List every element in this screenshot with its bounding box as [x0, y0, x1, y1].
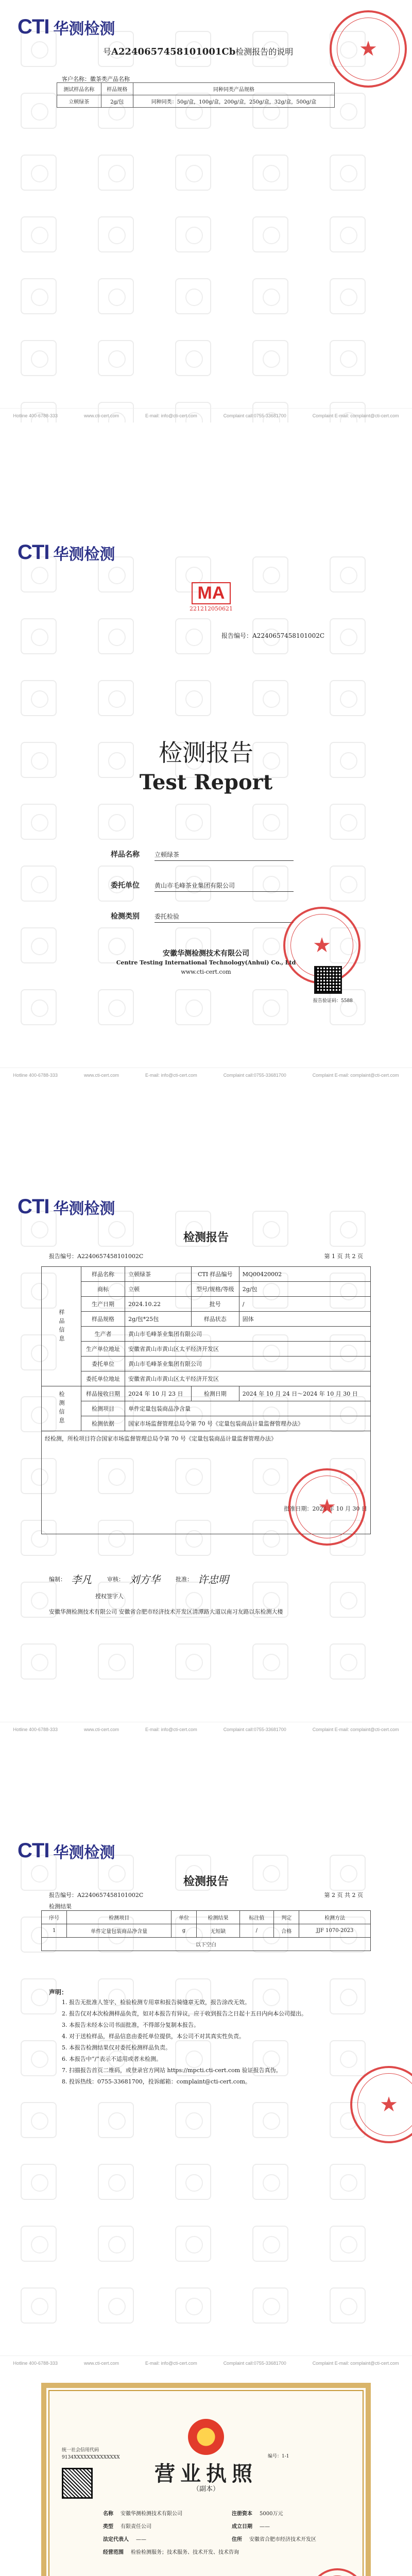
page-info: 第 2 页 共 2 页: [324, 1892, 363, 1899]
cell: CTI 样品编号: [191, 1267, 239, 1282]
watermark-icon: [175, 2226, 211, 2262]
footer-complaint-email[interactable]: Complaint E-mail: complaint@cti-cert.com: [312, 1726, 399, 1732]
page-footer: [0, 2355, 412, 2370]
cti-logo: [18, 541, 115, 564]
star-icon: ★: [318, 1495, 336, 1519]
watermark-icon: [330, 278, 366, 314]
sig-title: 授权签字人: [95, 1593, 124, 1600]
license-row: 成立日期 ——: [232, 2524, 270, 2530]
statement-item: 2. 报告仅对本次检测样品负责，如对本报告有异议，应于收到报告之日起十五日内向本公司提出。: [62, 2010, 307, 2017]
cell: 商标: [81, 1282, 125, 1297]
cell: 2g/包: [239, 1282, 370, 1297]
watermark-icon: [330, 1978, 366, 2014]
page-footer: [0, 408, 412, 422]
ma-badge: MA: [192, 582, 231, 604]
watermark-icon: [175, 340, 211, 376]
logo-cti: CTI: [18, 1195, 49, 1218]
header-cell: 检测方法: [299, 1911, 371, 1924]
cell: 样品名称: [81, 1267, 125, 1282]
field-label: 委托单位: [111, 882, 140, 890]
footer-email[interactable]: E-mail: info@cti-cert.com: [145, 1726, 197, 1732]
watermark-icon: [330, 2164, 366, 2200]
statement-item: 4. 对于送检样品，样品信息由委托单位提供，本公司不对其真实性负责。: [62, 2033, 245, 2040]
watermark-icon: [175, 1643, 211, 1680]
cell: 安徽省黄山市黄山区太平经济开发区: [125, 1371, 371, 1386]
cell: g: [171, 1924, 196, 1938]
qr-label: 报告验证码：5588: [313, 998, 353, 1004]
footer-web[interactable]: www.cti-cert.com: [84, 2360, 119, 2366]
watermark-icon: [175, 2164, 211, 2200]
table-row: [42, 1297, 371, 1312]
watermark-icon: [252, 1643, 288, 1680]
table-row: [42, 1416, 371, 1431]
field-label: 样品名称: [111, 851, 140, 859]
cma-mark: [180, 582, 242, 612]
cell: 1: [42, 1924, 67, 1938]
watermark-icon: [175, 989, 211, 1025]
field-label: 检测类别: [111, 912, 140, 921]
cell: 同种同类：50g/盒，100g/盒，200g/盒，250g/盒，32g/盒，500g/盒: [133, 95, 334, 108]
footer-web[interactable]: www.cti-cert.com: [84, 1726, 119, 1732]
report-meta: [49, 1252, 363, 1260]
watermark-icon: [21, 216, 57, 252]
page-5-business-license: [0, 2372, 412, 2576]
watermark-icon: [21, 2164, 57, 2200]
credit-code: 统一社会信用代码 9134XXXXXXXXXXXXXX: [62, 2448, 120, 2460]
license-row: 经营范围 检验检测服务；技术服务、技术开发、技术咨询: [103, 2550, 239, 2555]
watermark-icon: [98, 680, 134, 716]
cell: 2024.10.22: [125, 1297, 192, 1312]
table-row: [42, 1342, 371, 1357]
footer-complaint-email[interactable]: Complaint E-mail: complaint@cti-cert.com: [312, 413, 399, 418]
cell: 样品规格: [81, 1312, 125, 1327]
footer-hotline: Hotline 400-6788-333: [13, 1072, 58, 1078]
cell: 固体: [239, 1312, 370, 1327]
test-seal: [288, 1468, 366, 1546]
license-subtitle: （副本）: [192, 2485, 219, 2493]
license-row: 法定代表人 ——: [103, 2537, 146, 2543]
report-number: 报告编号：A2240657458101002C: [221, 632, 325, 639]
header-cell: 检测项目: [67, 1911, 171, 1924]
table-row: [42, 1267, 371, 1282]
license-row: 注册资本 5000万元: [232, 2511, 283, 2517]
cti-logo: [18, 1839, 115, 1862]
watermark-icon: [98, 155, 134, 191]
table-row: [42, 1386, 371, 1401]
license-row: 名称 安徽华测检测技术有限公司: [103, 2511, 182, 2517]
watermark-icon: [252, 2287, 288, 2324]
cell: 安徽省黄山市黄山区太平经济开发区: [125, 1342, 371, 1357]
watermark-icon: [98, 2102, 134, 2138]
header-cell: 同种同类产品规格: [133, 83, 334, 95]
cti-logo: [18, 15, 115, 39]
footer-hotline: Hotline 400-6788-333: [13, 413, 58, 418]
watermark-icon: [98, 278, 134, 314]
header-cell: 判定: [274, 1911, 299, 1924]
cell: 立顿绿茶: [57, 95, 101, 108]
cell: /: [239, 1297, 370, 1312]
license-title: 营业执照: [154, 2462, 258, 2486]
watermark-icon: [175, 278, 211, 314]
cell: 2024 年 10 月 24 日～2024 年 10 月 30 日: [239, 1386, 370, 1401]
table-row: [42, 1357, 371, 1371]
cell: 国家市场监督管理总局令第 70 号《定量包装商品计量监督管理办法》: [125, 1416, 371, 1431]
statement-title: 声明：: [49, 1989, 68, 1996]
watermark-icon: [21, 2226, 57, 2262]
watermark-icon: [98, 989, 134, 1025]
page-1: [0, 0, 412, 422]
cell: 黄山市毛峰茶业集团有限公司: [125, 1327, 371, 1342]
cell: 无短缺: [197, 1924, 239, 1938]
watermark-icon: [252, 2226, 288, 2262]
header-cell: 检测结果: [197, 1911, 239, 1924]
watermark-icon: [98, 2287, 134, 2324]
cell: 2g/包*25包: [125, 1312, 192, 1327]
star-icon: ★: [380, 2093, 398, 2116]
header-cell: 测试样品名称: [57, 83, 101, 95]
logo-cti: CTI: [18, 541, 49, 564]
watermark-icon: [175, 216, 211, 252]
field-value: 委托检验: [154, 912, 294, 923]
header-cell: 标注值: [239, 1911, 273, 1924]
header-cell: 样品规格: [101, 83, 133, 95]
footer-email[interactable]: E-mail: info@cti-cert.com: [145, 2360, 197, 2366]
watermark-icon: [21, 618, 57, 654]
watermark-icon: [252, 278, 288, 314]
ma-number: 221212050621: [190, 605, 233, 612]
table-row: [42, 1312, 371, 1327]
cell: 型号/规格/等级: [191, 1282, 239, 1297]
cell: 检测依据: [81, 1416, 125, 1431]
report-title: 检测报告: [183, 1875, 229, 1888]
footer-hotline: Hotline 400-6788-333: [13, 1726, 58, 1732]
lab-name-en: Centre Testing International Technology(Anhui) Co., Ltd: [116, 959, 296, 966]
cell: JJF 1070-2023: [299, 1924, 371, 1938]
report-meta: [49, 1891, 363, 1899]
lab-url[interactable]: www.cti-cert.com: [181, 969, 231, 975]
watermark-icon: [330, 155, 366, 191]
watermark-icon: [21, 804, 57, 840]
watermark-icon: [21, 989, 57, 1025]
report-number: 报告编号：A2240657458101002C: [49, 1253, 144, 1260]
watermark-icon: [330, 866, 366, 902]
signature: 许忠明: [198, 1573, 229, 1586]
cell: 2g/包: [101, 95, 133, 108]
lab-address: 安徽华测检测技术有限公司 安徽省合肥市经济技术开发区清潭路大道以南习友路以东检测大楼: [49, 1608, 283, 1615]
watermark-icon: [252, 989, 288, 1025]
watermark-icon: [175, 155, 211, 191]
watermark-icon: [330, 989, 366, 1025]
lab-name: 安徽华测检测技术有限公司: [163, 950, 249, 958]
footer-complaint-call: Complaint call:0755-33681700: [223, 1072, 286, 1078]
table-row: [42, 1327, 371, 1342]
cell: 2024 年 10 月 23 日: [125, 1386, 192, 1401]
page-info: 第 1 页 共 2 页: [324, 1253, 363, 1260]
sample-spec-table: [57, 82, 335, 108]
license-serial: 编号：1-1: [268, 2454, 289, 2459]
header-cell: 单位: [171, 1911, 196, 1924]
cell: 单件定量包装商品净含量: [67, 1924, 171, 1938]
conclusion: 经检测，所检项目符合国家市场监督管理总局令第 70 号《定量包装商品计量监督管理办法》 批准日期：2024 年 10 月 30 日: [42, 1431, 371, 1534]
explanation-title: 号A2240657458101001Cb检测报告的说明: [103, 46, 294, 57]
logo-cn: 华测检测: [53, 1843, 115, 1862]
table-row: [42, 1371, 371, 1386]
logo-cti: CTI: [18, 15, 49, 38]
watermark-icon: [330, 2226, 366, 2262]
watermark-icon: [252, 1978, 288, 2014]
cell: 合格: [274, 1924, 299, 1938]
signature: 李凡: [71, 1573, 92, 1586]
signature-row: 编制： 李凡 审核： 刘方华 批准： 许忠明: [49, 1571, 363, 1586]
watermark-icon: [330, 556, 366, 592]
cell: 生产者: [81, 1327, 125, 1342]
cover-title-en: Test Report: [139, 770, 273, 794]
watermark-icon: [98, 1978, 134, 2014]
watermark-icon: [175, 804, 211, 840]
cti-logo: [18, 1195, 115, 1218]
watermark-icon: [21, 1643, 57, 1680]
table-end-note: 以下空白: [42, 1938, 371, 1951]
watermark-icon: [330, 1643, 366, 1680]
watermark-icon: [330, 93, 366, 129]
watermark-icon: [21, 278, 57, 314]
footer-email[interactable]: E-mail: info@cti-cert.com: [145, 1072, 197, 1078]
page-footer: [0, 1722, 412, 1736]
watermark-icon: [21, 866, 57, 902]
logo-cn: 华测检测: [53, 20, 115, 38]
star-icon: ★: [359, 37, 377, 61]
cell: 生产日期: [81, 1297, 125, 1312]
watermark-icon: [98, 216, 134, 252]
statement-item: 8. 投诉热线：0755-33681700，投诉邮箱：complaint@cti-cert.com。: [62, 2078, 251, 2085]
watermark-icon: [252, 155, 288, 191]
cell: 样品接收日期: [81, 1386, 125, 1401]
result-title: 检测结果: [49, 1903, 72, 1910]
watermark-icon: [21, 2040, 57, 2076]
page-2: [0, 526, 412, 1082]
report-title: 检测报告: [183, 1231, 229, 1244]
cell: 检测日期: [191, 1386, 239, 1401]
cell: 批号: [191, 1297, 239, 1312]
statement-item: 1. 报告无批准人签字、检验检测专用章和报告骑缝章无效，报告涂改无效。: [62, 1999, 250, 2006]
watermark-icon: [252, 804, 288, 840]
watermark-icon: [21, 340, 57, 376]
page-4: [0, 1824, 412, 2370]
field-value: 黄山市毛峰茶业集团有限公司: [154, 881, 294, 892]
watermark-icon: [21, 2287, 57, 2324]
watermark-icon: [330, 804, 366, 840]
header-cell: 序号: [42, 1911, 67, 1924]
footer-email[interactable]: E-mail: info@cti-cert.com: [145, 413, 197, 418]
star-icon: ★: [313, 934, 331, 957]
footer-complaint-call: Complaint call:0755-33681700: [223, 413, 286, 418]
watermark-icon: [252, 2102, 288, 2138]
statement-item: 5. 本报告检测结果仅对委托检测样品负责。: [62, 2044, 171, 2051]
watermark-icon: [98, 618, 134, 654]
watermark-icon: [330, 2287, 366, 2324]
cell: 样品状态: [191, 1312, 239, 1327]
qr-code[interactable]: [314, 966, 342, 994]
cell: 黄山市毛峰茶业集团有限公司: [125, 1357, 371, 1371]
license-row: 住所 安徽省合肥市经济技术开发区: [232, 2537, 316, 2543]
watermark-icon: [330, 618, 366, 654]
footer-complaint-call: Complaint call:0755-33681700: [223, 1726, 286, 1732]
statement-item: 6. 本报告中“/”表示不适用或者未检测。: [62, 2056, 162, 2062]
footer-complaint-call: Complaint call:0755-33681700: [223, 2360, 286, 2366]
watermark-icon: [21, 155, 57, 191]
footer-web[interactable]: www.cti-cert.com: [84, 413, 119, 418]
company-seal: [350, 2066, 412, 2143]
cell: 检测项目: [81, 1401, 125, 1416]
watermark-icon: [252, 2164, 288, 2200]
cell: MQ00420002: [239, 1267, 370, 1282]
footer-hotline: Hotline 400-6788-333: [13, 2360, 58, 2366]
cell: 单件定量包装商品净含量: [125, 1401, 371, 1416]
watermark-icon: [98, 2164, 134, 2200]
page-3: [0, 1180, 412, 1736]
watermark-icon: [21, 2102, 57, 2138]
result-table: [41, 1910, 371, 1951]
table-row: [42, 1282, 371, 1297]
cell: 立顿: [125, 1282, 192, 1297]
watermark-icon: [98, 804, 134, 840]
statement-item: 3. 本报告未经本公司书面批准，不得部分复制本报告。: [62, 2022, 199, 2028]
watermark-icon: [175, 1978, 211, 2014]
watermark-icon: [252, 216, 288, 252]
logo-cn: 华测检测: [53, 545, 115, 564]
cell: 委托单位地址: [81, 1371, 125, 1386]
watermark-icon: [175, 2102, 211, 2138]
watermark-icon: [21, 1978, 57, 2014]
field-value: 立顿绿茶: [154, 850, 294, 861]
watermark-icon: [98, 2226, 134, 2262]
footer-complaint-email[interactable]: Complaint E-mail: complaint@cti-cert.com: [312, 1072, 399, 1078]
watermark-icon: [330, 340, 366, 376]
watermark-icon: [330, 216, 366, 252]
watermark-icon: [175, 2287, 211, 2324]
watermark-icon: [98, 340, 134, 376]
watermark-icon: [175, 618, 211, 654]
cell: 生产单位地址: [81, 1342, 125, 1357]
watermark-icon: [252, 680, 288, 716]
logo-cn: 华测检测: [53, 1199, 115, 1218]
watermark-icon: [21, 93, 57, 129]
license-row: 类型 有限责任公司: [103, 2524, 151, 2530]
watermark-icon: [175, 680, 211, 716]
watermark-icon: [21, 680, 57, 716]
cell: /: [239, 1924, 273, 1938]
watermark-icon: [252, 340, 288, 376]
watermark-icon: [330, 680, 366, 716]
client-line: 客户名称：徽茶类产品名称: [62, 76, 130, 82]
watermark-icon: [252, 556, 288, 592]
national-emblem-icon: [188, 2419, 224, 2455]
watermark-icon: [98, 1643, 134, 1680]
table-row: [42, 1401, 371, 1416]
logo-cti: CTI: [18, 1839, 49, 1862]
cell: 委托单位: [81, 1357, 125, 1371]
statement-item: 7. 扫描报告首页二维码，或登录官方网站 https://mpcti.cti-cert.com 验证报告真伪。: [62, 2067, 282, 2074]
footer-web[interactable]: www.cti-cert.com: [84, 1072, 119, 1078]
group-label: 检测信息: [42, 1386, 81, 1431]
group-label: 样品信息: [42, 1267, 81, 1386]
cover-title-cn: 检测报告: [159, 739, 253, 767]
footer-complaint-email[interactable]: Complaint E-mail: complaint@cti-cert.com: [312, 2360, 399, 2366]
signature: 刘方华: [129, 1573, 160, 1586]
report-number: 报告编号：A2240657458101002C: [49, 1892, 144, 1899]
cell: 立顿绿茶: [125, 1267, 192, 1282]
page-footer: [0, 1067, 412, 1082]
company-seal: [330, 10, 407, 88]
